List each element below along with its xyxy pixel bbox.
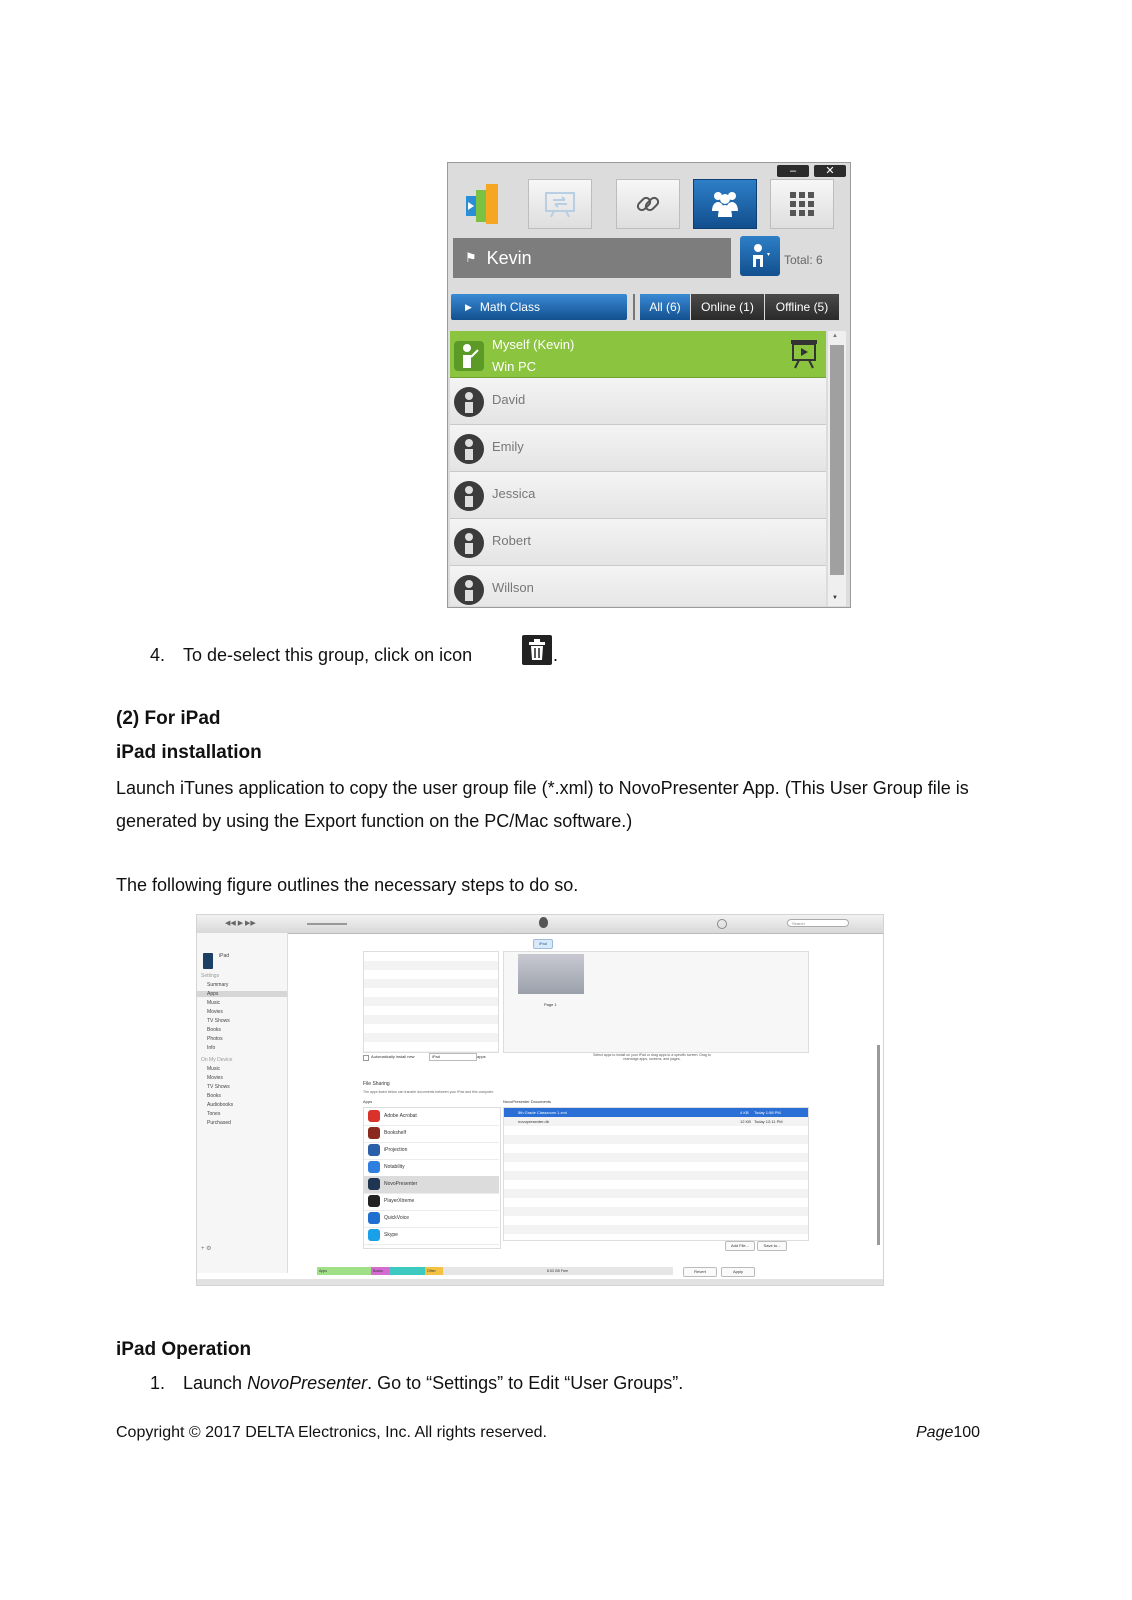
member-name: Emily	[492, 439, 524, 454]
file-sharing-apps-list	[363, 1107, 501, 1249]
app-name: Skype	[384, 1232, 398, 1238]
sidebar-item[interactable]: Photos	[207, 1036, 223, 1042]
storage-free: 8.53 GB Free	[547, 1269, 569, 1273]
device-item[interactable]: Purchased	[207, 1120, 231, 1126]
on-my-device-label: On My Device	[201, 1057, 233, 1063]
sidebar-item[interactable]: TV Shows	[207, 1018, 230, 1024]
apply-button[interactable]: Apply	[721, 1267, 755, 1277]
scroll-down-arrow-icon[interactable]: ▼	[832, 595, 838, 601]
presenter-name-bar	[453, 238, 731, 278]
itunes-search-input[interactable]: Search	[787, 919, 849, 927]
auto-install-checkbox[interactable]	[363, 1055, 369, 1061]
app-name: Bookshelf	[384, 1130, 406, 1136]
sidebar-item[interactable]: Music	[207, 1000, 221, 1006]
save-to-button[interactable]: Save to...	[757, 1241, 787, 1251]
document-date: Today 1:58 PM	[754, 1110, 781, 1115]
sidebar-item[interactable]: Books	[207, 1027, 221, 1033]
self-device: Win PC	[492, 359, 537, 374]
member-row[interactable]	[450, 425, 826, 472]
trash-icon[interactable]	[522, 635, 552, 665]
operation-step-number: 1.	[150, 1373, 166, 1393]
member-name: David	[492, 392, 526, 407]
presenter-avatar-icon	[454, 341, 484, 371]
app-row[interactable]	[364, 1176, 499, 1194]
operation-step-1	[183, 1368, 683, 1400]
scrollbar-thumb[interactable]	[830, 345, 844, 575]
filter-online-tab[interactable]: Online (1)	[691, 294, 764, 320]
member-name: Jessica	[492, 486, 536, 501]
documents-header: NovoPresenter Documents	[503, 1099, 552, 1104]
footer-page	[916, 1424, 980, 1442]
document-size: 12 KB	[740, 1119, 751, 1124]
itunes-toolbar	[197, 915, 884, 934]
app-name: NovoPresenter	[384, 1181, 418, 1187]
user-group-icon[interactable]	[693, 179, 757, 229]
sidebar-item[interactable]: Summary	[207, 982, 229, 988]
revert-button[interactable]: Revert	[683, 1267, 717, 1277]
app-row[interactable]	[364, 1227, 499, 1245]
document-name: 5th Grade Classroom 1.xml	[518, 1110, 567, 1115]
member-avatar-icon	[454, 481, 484, 511]
self-name: Myself (Kevin)	[492, 337, 575, 352]
playback-controls-icon[interactable]: ◀◀ ▶ ▶▶	[225, 920, 256, 927]
documents-list	[503, 1107, 809, 1241]
account-icon[interactable]	[717, 919, 727, 929]
app-icon	[368, 1110, 380, 1122]
itunes-sidebar	[197, 933, 288, 1273]
app-name: QuickVoice	[384, 1215, 410, 1221]
figure-intro-paragraph: The following figure outlines the necessary steps to do so.	[116, 875, 579, 895]
operation-step-pre: Launch	[183, 1373, 248, 1393]
app-icon	[368, 1212, 380, 1224]
device-item[interactable]: Music	[207, 1066, 221, 1072]
page-thumbnail[interactable]	[518, 954, 584, 994]
add-gear-icon[interactable]: + ⚙	[201, 1246, 212, 1252]
document-row[interactable]	[504, 1117, 808, 1126]
step-4	[150, 640, 165, 672]
presenter-name: Kevin	[486, 247, 532, 268]
file-sharing-title: File Sharing	[363, 1081, 390, 1087]
device-item[interactable]: Audiobooks	[207, 1102, 234, 1108]
play-icon: ▶	[465, 301, 472, 312]
app-name: iProjection	[384, 1147, 408, 1153]
app-row[interactable]	[364, 1210, 499, 1228]
app-icon	[368, 1161, 380, 1173]
volume-slider[interactable]	[307, 923, 347, 925]
storage-bar	[317, 1267, 673, 1275]
app-icon	[368, 1127, 380, 1139]
step-4-period: .	[553, 645, 559, 665]
member-name: Willson	[492, 580, 534, 595]
app-row[interactable]	[364, 1125, 499, 1143]
app-icon	[368, 1195, 380, 1207]
ipad-operation-heading: iPad Operation	[116, 1339, 252, 1360]
sidebar-item[interactable]: Info	[207, 1045, 216, 1051]
app-row[interactable]	[364, 1159, 499, 1177]
document-name: novopresenter.db	[518, 1119, 549, 1124]
member-list	[450, 331, 826, 606]
auto-install-label: Automatically install new	[371, 1054, 415, 1059]
footer-page-label: Page	[916, 1424, 954, 1441]
settings-section-label: Settings	[201, 973, 220, 979]
member-avatar-icon	[454, 575, 484, 605]
operation-step-app: NovoPresenter	[247, 1373, 368, 1393]
ipad-device-icon	[203, 953, 213, 969]
member-row[interactable]	[450, 378, 826, 425]
app-row[interactable]	[364, 1142, 499, 1160]
app-list-panel	[363, 951, 499, 1053]
itunes-bottom-bar	[197, 1279, 884, 1286]
itunes-scrollbar[interactable]	[877, 1045, 880, 1245]
storage-teal	[389, 1267, 425, 1275]
app-name: PlayerXtreme	[384, 1198, 415, 1204]
app-row[interactable]	[364, 1193, 499, 1211]
ipad-installation-paragraph: Launch iTunes application to copy the user group file (*.xml) to NovoPresenter App. (This User Group file is generated by using the Export function on the PC/Mac software.)	[116, 778, 969, 831]
ipad-heading: (2) For iPad	[116, 708, 221, 729]
app-row[interactable]	[364, 1108, 499, 1126]
operation-step-post: . Go to “Settings” to Edit “User Groups”.	[367, 1373, 684, 1393]
app-icon	[368, 1144, 380, 1156]
device-item[interactable]: TV Shows	[207, 1084, 230, 1090]
filter-offline-tab[interactable]: Offline (5)	[765, 294, 839, 320]
screen-share-icon[interactable]	[528, 179, 592, 229]
app-icon	[368, 1229, 380, 1241]
presenter-menu-button[interactable]	[740, 236, 780, 276]
apple-icon	[539, 917, 548, 928]
add-file-button[interactable]: Add File...	[725, 1241, 755, 1251]
novo-user-group-window	[447, 162, 851, 608]
member-row[interactable]	[450, 519, 826, 566]
footer-copyright: Copyright © 2017 DELTA Electronics, Inc. All rights reserved.	[116, 1424, 547, 1441]
apps-header: Apps	[363, 1099, 373, 1104]
ipad-installation-heading: iPad installation	[116, 742, 262, 763]
document-size: 4 KB	[740, 1110, 749, 1115]
storage-apps: Apps	[317, 1267, 371, 1275]
device-name: iPad	[219, 953, 230, 959]
step-4-number: 4.	[150, 645, 166, 665]
footer-page-number: 100	[953, 1424, 981, 1441]
step-4-text: To de-select this group, click on icon	[183, 645, 473, 665]
app-name: Adobe Acrobat	[384, 1113, 417, 1119]
document-row[interactable]	[504, 1108, 808, 1117]
auto-install-suffix: apps	[477, 1054, 486, 1059]
file-sharing-desc: The apps listed below can transfer documents between your iPad and this computer.	[363, 1090, 494, 1094]
member-avatar-icon	[454, 387, 484, 417]
group-class-label: Math Class	[479, 300, 540, 314]
home-screen-panel	[503, 951, 809, 1053]
device-item[interactable]: Books	[207, 1093, 221, 1099]
device-item[interactable]: Tones	[207, 1111, 221, 1117]
auto-install-select[interactable]: iPad	[429, 1053, 477, 1061]
novo-logo-icon	[450, 179, 514, 229]
member-row[interactable]	[450, 472, 826, 519]
link-icon[interactable]	[616, 179, 680, 229]
sidebar-item[interactable]: Apps	[197, 991, 287, 997]
divider	[633, 294, 635, 320]
filter-all-tab[interactable]: All (6)	[640, 294, 690, 320]
grid-icon[interactable]	[770, 179, 834, 229]
itunes-screenshot	[196, 914, 884, 1286]
document-date: Today 12:11 PM	[754, 1119, 783, 1124]
storage-other: Other	[425, 1267, 443, 1275]
arrange-hint: Select apps to install on your iPad or drag apps to a specific screen. Drag to rearrange apps, screens, and pages.	[593, 1053, 711, 1061]
member-row-self[interactable]	[450, 331, 826, 378]
total-count: Total: 6	[784, 253, 823, 267]
member-name: Robert	[492, 533, 532, 548]
member-row[interactable]	[450, 566, 826, 606]
scroll-up-arrow-icon[interactable]: ▲	[832, 333, 838, 339]
member-avatar-icon	[454, 528, 484, 558]
group-class-button[interactable]	[451, 294, 627, 320]
app-icon	[368, 1178, 380, 1190]
ipad-tab[interactable]: iPad	[533, 939, 553, 949]
presenter-icon: ⚑	[465, 250, 477, 265]
presentation-screen-icon[interactable]	[790, 339, 818, 374]
page-label: Page 1	[544, 1002, 557, 1007]
sidebar-item[interactable]: Movies	[207, 1009, 223, 1015]
minimize-button[interactable]: –	[777, 165, 809, 177]
device-item[interactable]: Movies	[207, 1075, 223, 1081]
storage-books: Books	[371, 1267, 389, 1275]
member-avatar-icon	[454, 434, 484, 464]
close-button[interactable]: ✕	[814, 165, 846, 177]
app-name: Notability	[384, 1164, 405, 1170]
